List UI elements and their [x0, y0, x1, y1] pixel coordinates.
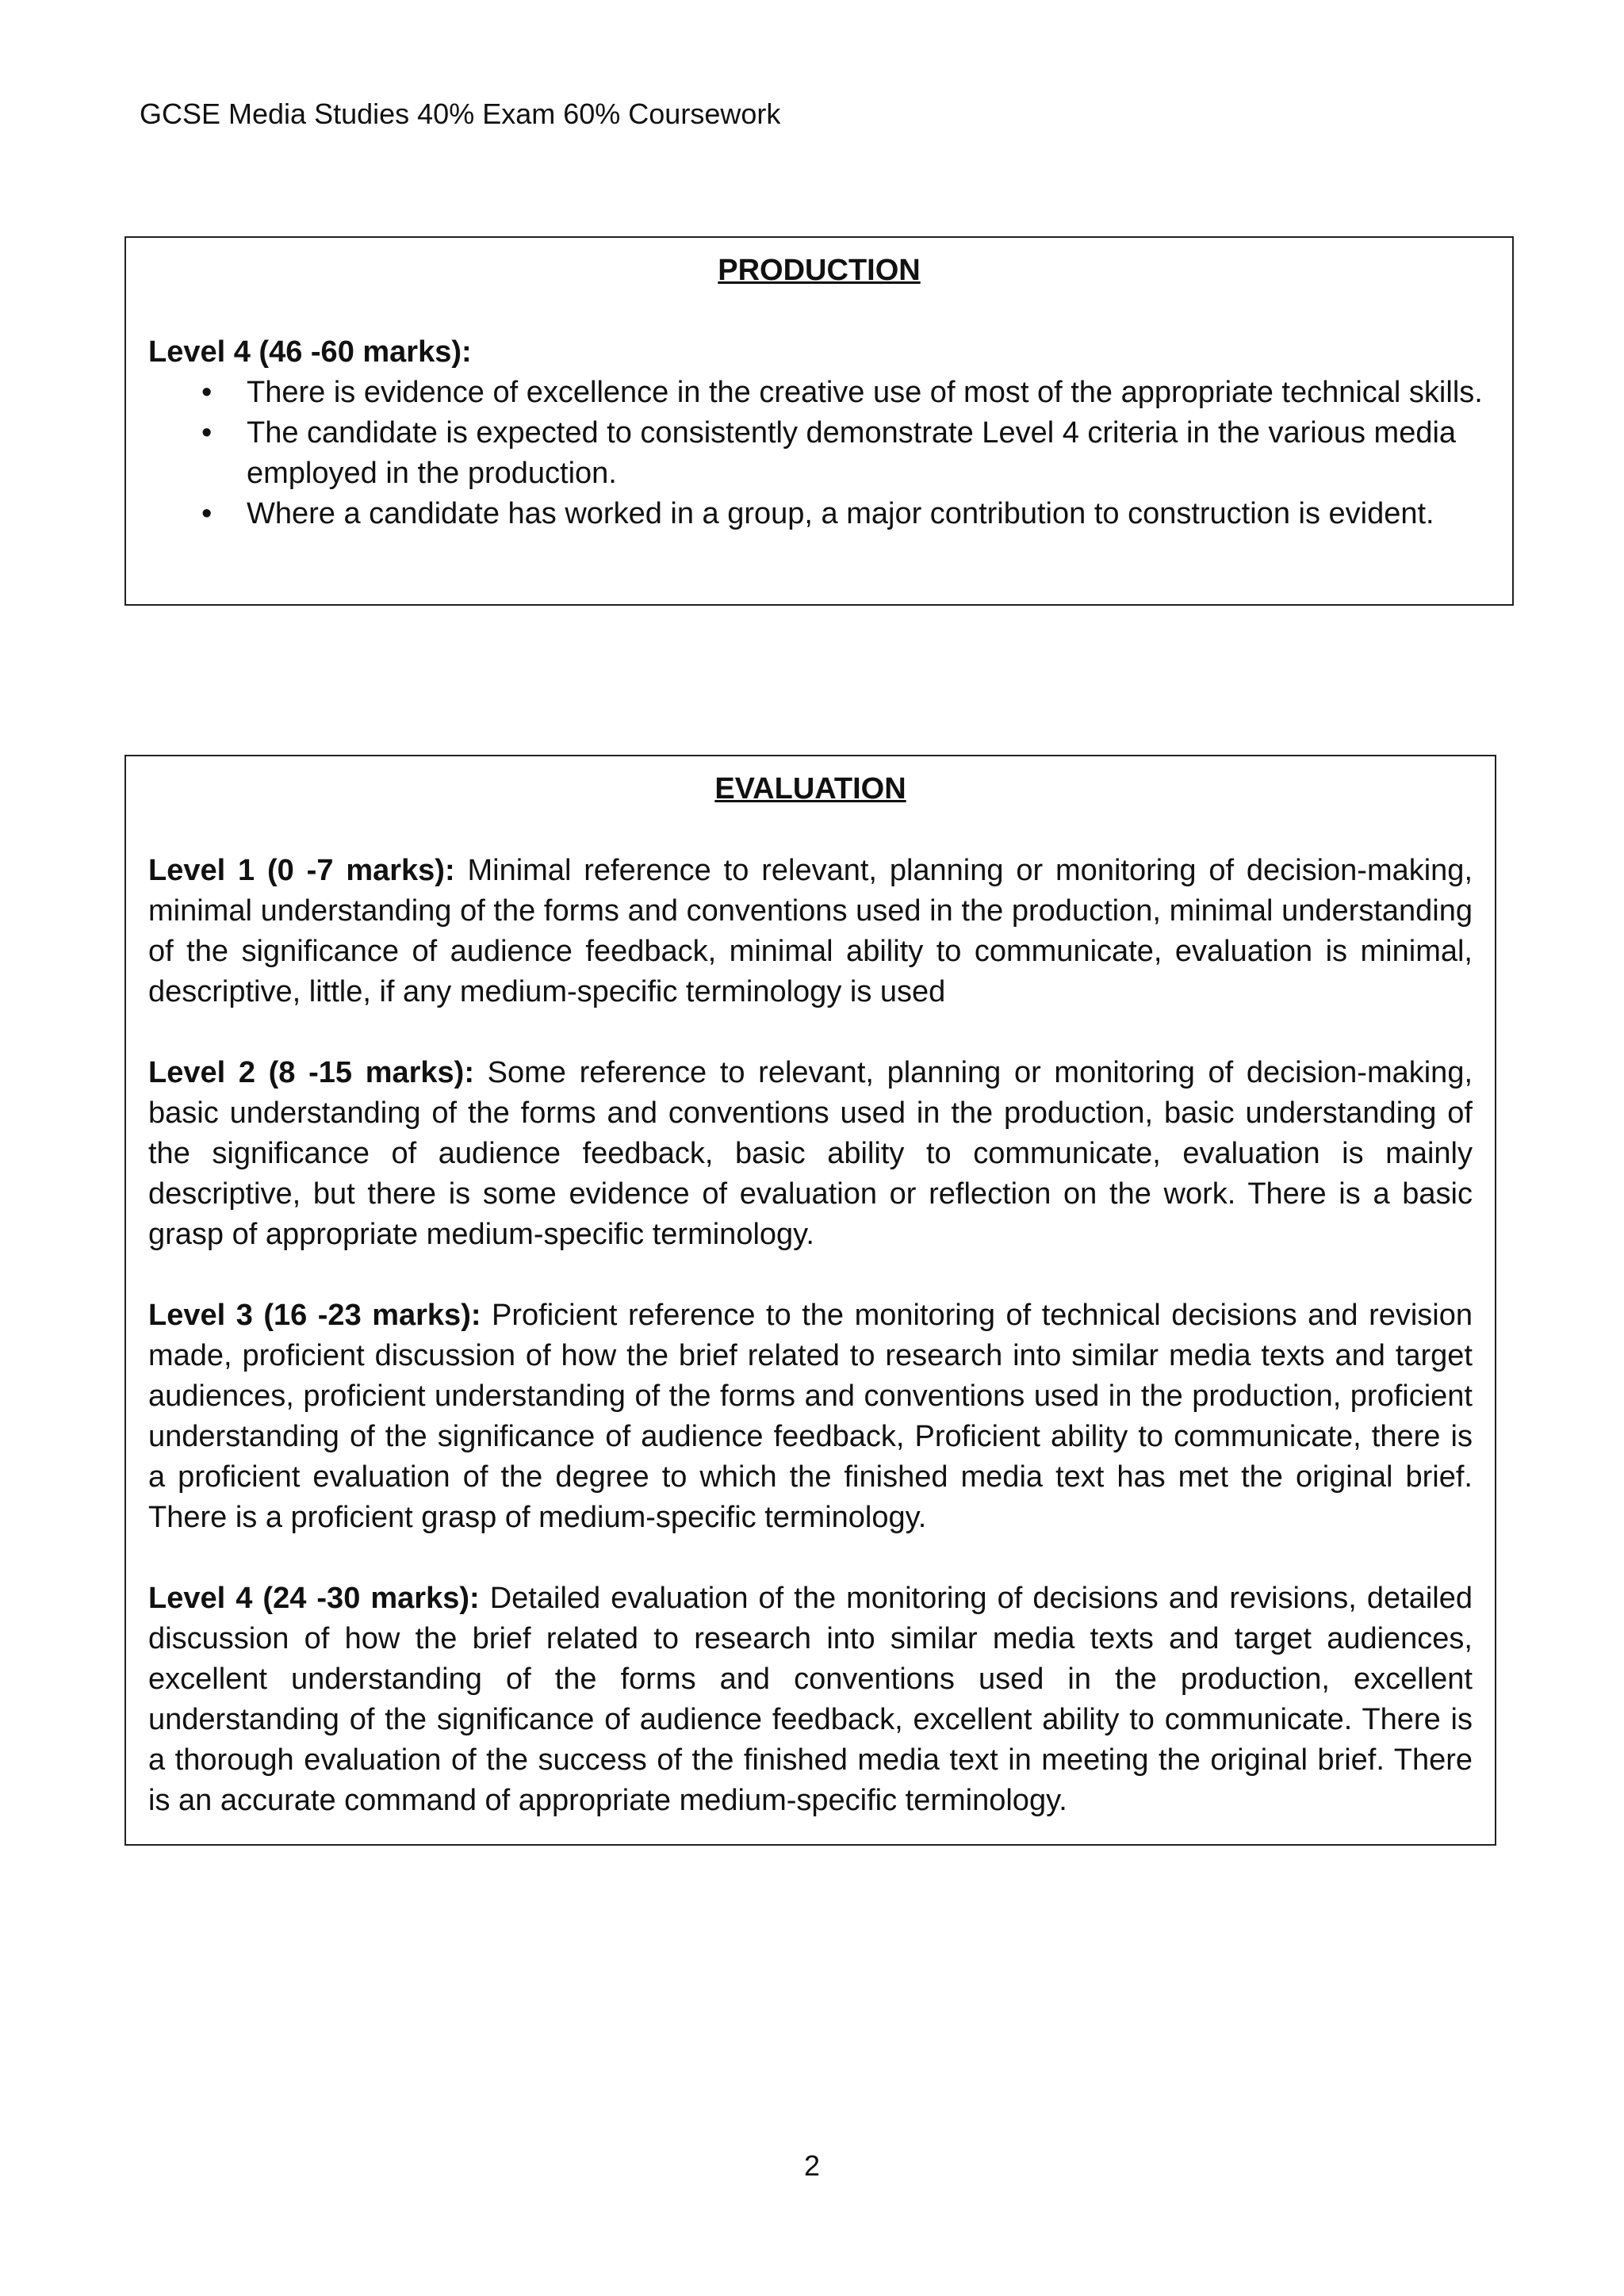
page-number: 2	[803, 2149, 821, 2182]
criteria-item	[201, 413, 1490, 494]
evaluation-title: EVALUATION	[714, 772, 906, 806]
evaluation-box	[124, 755, 1496, 1846]
criteria-text: The candidate is expected to consistently demonstrate Level 4 criteria in the various media employed in the production.	[247, 416, 1457, 490]
bullet-icon: •	[201, 416, 213, 450]
bullet-icon: •	[201, 497, 213, 530]
page-header: GCSE Media Studies 40% Exam 60% Coursework	[140, 98, 781, 130]
level-4-heading: Level 4 (24 -30 marks):	[148, 1582, 480, 1615]
evaluation-level-1	[148, 851, 1473, 1012]
evaluation-level-3	[148, 1295, 1473, 1538]
bullet-icon: •	[201, 376, 213, 409]
criteria-item	[201, 494, 1490, 534]
criteria-text: Where a candidate has worked in a group, a major contribution to construction is evident.	[247, 497, 1434, 530]
level-4-text: Detailed evaluation of the monitoring of decisions and revisions, detailed discussion of how the brief related to research into similar media texts and target audiences, excellent understanding of the forms and conventions used in the production, excellent understanding of the significance of audience feedback, excellent ability to communicate. There is a thorough evaluation of the success of the finished media text in meeting the original brief. There is an accurate command of appropriate medium-specific terminology.	[148, 1582, 1473, 1817]
level-2-heading: Level 2 (8 -15 marks):	[148, 1056, 474, 1089]
level-2-text: Some reference to relevant, planning or monitoring of decision-making, basic understanding of the forms and conventions used in the production, basic understanding of the significance of audience feedback, basic ability to communicate, evaluation is mainly descriptive, but there is some evidence of evaluation or reflection on the work. There is a basic grasp of appropriate medium-specific terminology.	[148, 1056, 1473, 1251]
criteria-item	[201, 373, 1490, 413]
production-criteria-list	[148, 373, 1490, 534]
level-3-text: Proficient reference to the monitoring of technical decisions and revision made, proficient discussion of how the brief related to research into similar media texts and target audiences, proficient understanding of the forms and conventions used in the production, proficient understanding of the significance of audience feedback, Proficient ability to communicate, there is a proficient evaluation of the degree to which the finished media text has met the original brief. There is a proficient grasp of medium-specific terminology.	[148, 1299, 1473, 1534]
production-level-heading: Level 4 (46 -60 marks):	[148, 335, 472, 369]
production-title: PRODUCTION	[718, 254, 921, 287]
evaluation-level-4	[148, 1578, 1473, 1821]
evaluation-level-2	[148, 1053, 1473, 1255]
level-3-heading: Level 3 (16 -23 marks):	[148, 1299, 481, 1332]
level-1-heading: Level 1 (0 -7 marks):	[148, 854, 455, 887]
production-box	[124, 236, 1514, 606]
level-1-text: Minimal reference to relevant, planning or monitoring of decision-making, minimal understanding of the forms and conventions used in the production, minimal understanding of the significance of audience feedback, minimal ability to communicate, evaluation is minimal, descriptive, little, if any medium-specific terminology is used	[148, 854, 1473, 1008]
criteria-text: There is evidence of excellence in the creative use of most of the appropriate technical skills.	[247, 376, 1483, 409]
